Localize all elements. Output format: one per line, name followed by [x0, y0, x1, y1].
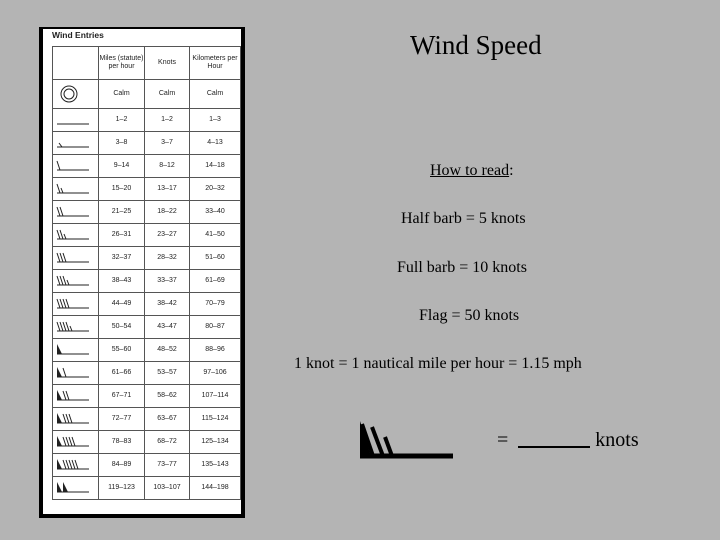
- table-row: [53, 316, 241, 339]
- knots-cell: 13–17: [145, 178, 190, 201]
- knots-cell: 53–57: [145, 362, 190, 385]
- half-barb-text: Half barb = 5 knots: [401, 210, 526, 227]
- kph-cell: 135–143: [190, 454, 241, 477]
- kph-cell: 107–114: [190, 385, 241, 408]
- kph-cell: 88–96: [190, 339, 241, 362]
- page-title: Wind Speed: [410, 30, 542, 60]
- wind-barb-symbol-icon: [53, 316, 99, 339]
- full-barb-text: Full barb = 10 knots: [397, 259, 527, 276]
- mph-cell: 9–14: [99, 155, 145, 178]
- table-row: [53, 201, 241, 224]
- knots-cell: 48–52: [145, 339, 190, 362]
- kph-cell: 20–32: [190, 178, 241, 201]
- wind-barb-symbol-icon: [53, 247, 99, 270]
- kph-cell: 51–60: [190, 247, 241, 270]
- wind-entries-table: [52, 46, 241, 500]
- wind-entries-table-card: [39, 27, 245, 518]
- table-row: [53, 362, 241, 385]
- knots-cell: 43–47: [145, 316, 190, 339]
- how-to-read-colon: :: [509, 162, 514, 179]
- table-row: [53, 178, 241, 201]
- mph-cell: 3–8: [99, 132, 145, 155]
- mph-cell: 84–89: [99, 454, 145, 477]
- wind-barb-symbol-icon: [53, 408, 99, 431]
- table-header-row: [53, 47, 241, 80]
- knots-cell: 8–12: [145, 155, 190, 178]
- table-row: [53, 247, 241, 270]
- knots-cell: 68–72: [145, 431, 190, 454]
- answer-equals: =: [497, 429, 509, 451]
- knots-cell: 1–2: [145, 109, 190, 132]
- kph-cell: 144–198: [190, 477, 241, 500]
- knots-cell: 73–77: [145, 454, 190, 477]
- mph-cell: 72–77: [99, 408, 145, 431]
- wind-barb-symbol-icon: [53, 201, 99, 224]
- wind-barb-symbol-icon: [53, 477, 99, 500]
- kph-cell: 1–3: [190, 109, 241, 132]
- wind-barb-symbol-icon: [53, 80, 99, 109]
- table-row: [53, 155, 241, 178]
- mph-cell: 55–60: [99, 339, 145, 362]
- wind-barb-symbol-icon: [53, 178, 99, 201]
- wind-entries-table-panel: [43, 29, 241, 514]
- wind-barb-symbol-icon: [53, 385, 99, 408]
- kph-cell: 97–106: [190, 362, 241, 385]
- table-row: [53, 454, 241, 477]
- kph-cell: 14–18: [190, 155, 241, 178]
- mph-cell: 50–54: [99, 316, 145, 339]
- wind-barb-symbol-icon: [53, 155, 99, 178]
- knots-column-header: Knots: [145, 47, 190, 80]
- table-row: [53, 431, 241, 454]
- wind-barb-symbol-icon: [53, 132, 99, 155]
- mph-cell: 78–83: [99, 431, 145, 454]
- knots-cell: 28–32: [145, 247, 190, 270]
- mph-cell: 119–123: [99, 477, 145, 500]
- knots-cell: 33–37: [145, 270, 190, 293]
- conversion-text: 1 knot = 1 nautical mile per hour = 1.15 mph: [294, 355, 582, 372]
- mph-cell: 26–31: [99, 224, 145, 247]
- kph-cell: 115–124: [190, 408, 241, 431]
- mph-cell: 67–71: [99, 385, 145, 408]
- knots-cell: 38–42: [145, 293, 190, 316]
- table-title: Wind Entries: [52, 30, 104, 40]
- mph-cell: Calm: [99, 80, 145, 109]
- wind-barb-symbol-icon: [53, 339, 99, 362]
- knots-cell: 58–62: [145, 385, 190, 408]
- flag-text: Flag = 50 knots: [419, 307, 520, 324]
- example-wind-barb-icon: [357, 416, 457, 462]
- mph-column-header: Miles (statute) per hour: [99, 47, 145, 80]
- table-row: [53, 132, 241, 155]
- table-body: [53, 80, 241, 500]
- table-row: [53, 270, 241, 293]
- wind-barb-symbol-icon: [53, 109, 99, 132]
- table-row: [53, 80, 241, 109]
- table-row: [53, 385, 241, 408]
- kph-cell: 80–87: [190, 316, 241, 339]
- kph-cell: 41–50: [190, 224, 241, 247]
- table-row: [53, 408, 241, 431]
- how-to-read-label: How to read: [430, 162, 510, 179]
- table-row: [53, 477, 241, 500]
- wind-barb-symbol-icon: [53, 431, 99, 454]
- kph-cell: 125–134: [190, 431, 241, 454]
- wind-barb-symbol-icon: [53, 454, 99, 477]
- knots-cell: 18–22: [145, 201, 190, 224]
- kph-cell: 70–79: [190, 293, 241, 316]
- kph-cell: Calm: [190, 80, 241, 109]
- mph-cell: 61–66: [99, 362, 145, 385]
- mph-cell: 15–20: [99, 178, 145, 201]
- table-row: [53, 109, 241, 132]
- kph-cell: 33–40: [190, 201, 241, 224]
- knots-cell: Calm: [145, 80, 190, 109]
- wind-barb-symbol-icon: [53, 293, 99, 316]
- wind-barb-symbol-icon: [53, 362, 99, 385]
- table-row: [53, 224, 241, 247]
- knots-cell: 103–107: [145, 477, 190, 500]
- table-row: [53, 293, 241, 316]
- mph-cell: 21–25: [99, 201, 145, 224]
- kph-cell: 61–69: [190, 270, 241, 293]
- table-row: [53, 339, 241, 362]
- kph-column-header: Kilometers per Hour: [190, 47, 241, 80]
- symbol-column-header: [53, 47, 99, 80]
- mph-cell: 32–37: [99, 247, 145, 270]
- answer-unit: knots: [595, 429, 639, 451]
- wind-barb-symbol-icon: [53, 224, 99, 247]
- wind-barb-symbol-icon: [53, 270, 99, 293]
- knots-cell: 3–7: [145, 132, 190, 155]
- mph-cell: 38–43: [99, 270, 145, 293]
- mph-cell: 1–2: [99, 109, 145, 132]
- knots-cell: 23–27: [145, 224, 190, 247]
- how-to-read-heading: [430, 162, 514, 180]
- answer-line: [497, 428, 639, 452]
- mph-cell: 44–49: [99, 293, 145, 316]
- kph-cell: 4–13: [190, 132, 241, 155]
- answer-blank[interactable]: [518, 428, 590, 448]
- knots-cell: 63–67: [145, 408, 190, 431]
